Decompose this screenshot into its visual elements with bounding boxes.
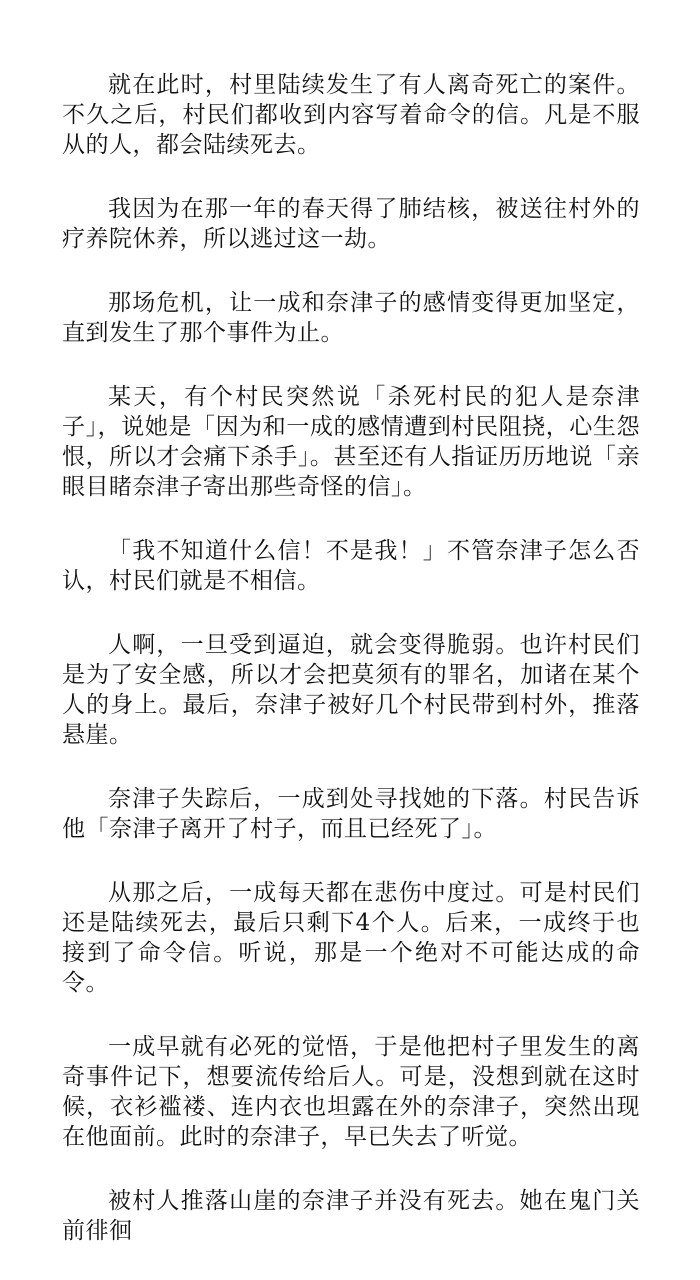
paragraph: 从那之后，一成每天都在悲伤中度过。可是村民们还是陆续死去，最后只剩下4个人。后来，一成终于也接到了命令信。听说，那是一个绝对不可能达成的命令。 <box>62 880 640 996</box>
paragraph: 那场危机，让一成和奈津子的感情变得更加坚定，直到发生了那个事件为止。 <box>62 290 640 346</box>
paragraph: 奈津子失踪后，一成到处寻找她的下落。村民告诉他「奈津子离开了村子，而且已经死了」。 <box>62 786 640 842</box>
paragraph: 一成早就有必死的觉悟，于是他把村子里发生的离奇事件记下，想要流传给后人。可是，没想到就在这时候，衣衫褴褛、连内衣也坦露在外的奈津子，突然出现在他面前。此时的奈津子，早已失去了听觉。 <box>62 1034 640 1150</box>
paragraph: 就在此时，村里陆续发生了有人离奇死亡的案件。不久之后，村民们都收到内容写着命令的信。凡是不服从的人，都会陆续死去。 <box>62 72 640 158</box>
paragraph: 人啊，一旦受到逼迫，就会变得脆弱。也许村民们是为了安全感，所以才会把莫须有的罪名，加诸在某个人的身上。最后，奈津子被好几个村民带到村外，推落悬崖。 <box>62 632 640 748</box>
paragraph: 被村人推落山崖的奈津子并没有死去。她在鬼门关前徘徊 <box>62 1188 640 1244</box>
paragraph: 某天，有个村民突然说「杀死村民的犯人是奈津子」，说她是「因为和一成的感情遭到村民阻挠，心生怨恨，所以才会痛下杀手」。甚至还有人指证历历地说「亲眼目睹奈津子寄出那些奇怪的信」。 <box>62 384 640 500</box>
document-body <box>62 70 640 1280</box>
paragraph: 「我不知道什么信！不是我！」不管奈津子怎么否认，村民们就是不相信。 <box>62 538 640 594</box>
paragraph: 我因为在那一年的春天得了肺结核，被送往村外的疗养院休养，所以逃过这一劫。 <box>62 196 640 252</box>
